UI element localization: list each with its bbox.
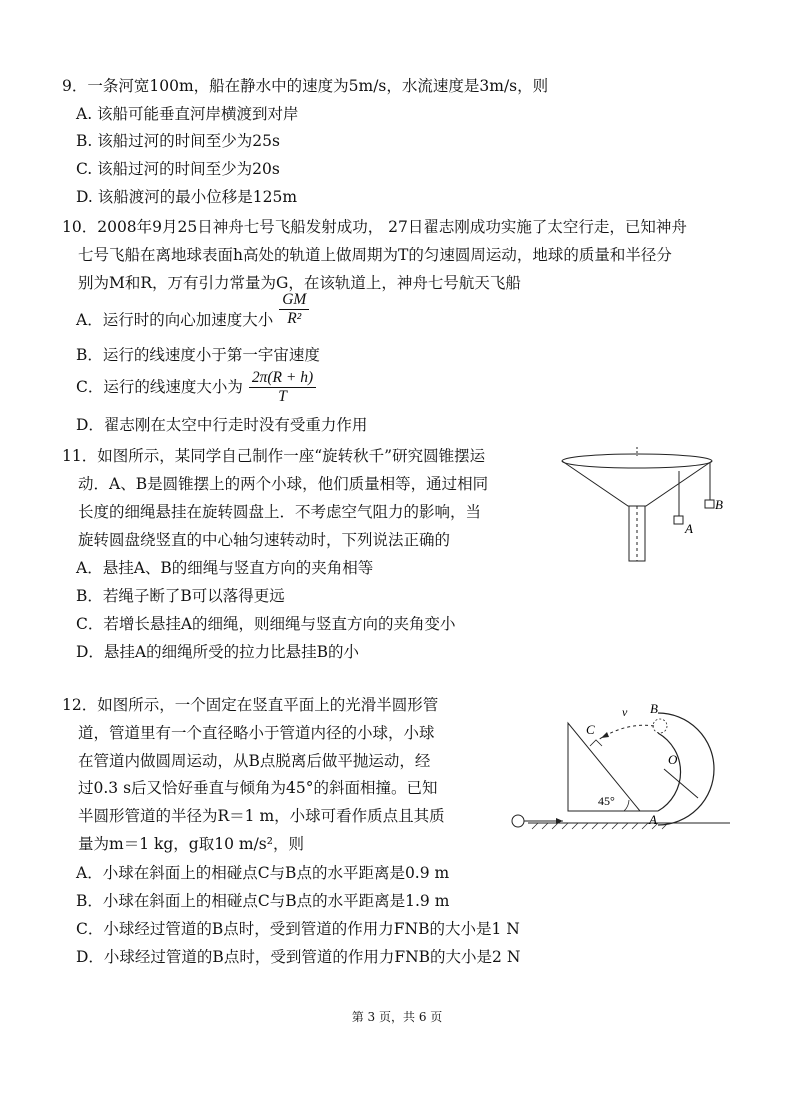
q12-label-v: v: [622, 705, 628, 719]
q12-stem-line-5: 半圆形管道的半径为R＝1 m，小球可看作质点且其质: [78, 807, 445, 825]
q12-stem-line-6: 量为m＝1 kg，g取10 m/s²，则: [78, 835, 304, 853]
q10-option-c-text: C．运行的线速度大小为: [76, 378, 243, 396]
q9-option-d: D. 该船渡河的最小位移是125m: [76, 188, 298, 206]
q12-label-o: O: [668, 752, 678, 767]
q12-stem-line-2: 道，管道里有一个直径略小于管道内径的小球，小球: [78, 724, 435, 742]
q11-figure: [555, 444, 740, 569]
q12-stem-line-4: 过0.3 s后又恰好垂直与倾角为45°的斜面相撞。已知: [78, 779, 438, 797]
q11-option-a: A．悬挂A、B的细绳与竖直方向的夹角相等: [76, 559, 374, 577]
q10-option-c-numerator: 2π(R + h): [249, 369, 316, 388]
q12-ground-hatch: [532, 823, 668, 829]
q12-pipe-outer: [658, 713, 714, 825]
q9-option-c: C. 该船过河的时间至少为20s: [76, 160, 280, 178]
q12-ball-start: [512, 815, 524, 827]
q12-stem-line-1: 12．如图所示，一个固定在竖直平面上的光滑半圆形管: [62, 696, 439, 714]
q10-option-c-denominator: T: [278, 387, 287, 405]
q11-stem-line-1: 11．如图所示，某同学自己制作一座“旋转秋千”研究圆锥摆运: [62, 447, 486, 465]
q12-option-d: D．小球经过管道的B点时，受到管道的作用力FNB的大小是2 N: [76, 948, 521, 966]
q12-pipe-inner: [658, 733, 681, 811]
q12-option-c: C．小球经过管道的B点时，受到管道的作用力FNB的大小是1 N: [76, 920, 520, 938]
q11-ball-a: [674, 516, 683, 524]
q10-stem-line-1: 10．2008年9月25日神舟七号飞船发射成功， 27日翟志刚成功实施了太空行走，已知神舟: [62, 218, 687, 236]
q10-stem-line-2: 七号飞船在离地球表面h高处的轨道上做周期为T的匀速圆周运动，地球的质量和半径分: [78, 246, 672, 264]
q12-label-b: B: [650, 701, 658, 716]
q12-angle-label: 45°: [598, 794, 615, 808]
q11-stem-line-3: 长度的细绳悬挂在旋转圆盘上．不考虑空气阻力的影响，当: [78, 503, 482, 521]
q12-trajectory-arrowhead: [601, 732, 609, 738]
q12-angle-arc: [624, 800, 629, 811]
q11-label-a: A: [685, 521, 693, 536]
q12-option-a: A．小球在斜面上的相碰点C与B点的水平距离是0.9 m: [76, 864, 450, 882]
q11-stem-line-2: 动．A、B是圆锥摆上的两个小球，他们质量相等，通过相同: [78, 475, 489, 493]
q10-option-a-fraction: [279, 291, 309, 328]
q11-disc: [562, 454, 712, 468]
q12-option-b: B．小球在斜面上的相碰点C与B点的水平距离是1.9 m: [76, 892, 450, 910]
q10-option-c: [76, 366, 316, 408]
q10-option-a: [76, 290, 309, 340]
q10-stem-line-3: 别为M和R，万有引力常量为G，在该轨道上，神舟七号航天飞船: [78, 274, 521, 292]
q12-label-a: A: [649, 812, 657, 827]
q9-stem: 9．一条河宽100m，船在静水中的速度为5m/s，水流速度是3m/s，则: [62, 77, 549, 95]
q11-option-c: C．若增长悬挂A的细绳，则细绳与竖直方向的夹角变小: [76, 615, 456, 633]
q10-option-c-fraction: [249, 369, 316, 406]
q12-right-angle-c: [590, 740, 602, 746]
q12-ball-b: [653, 719, 667, 733]
q10-option-d: D．翟志刚在太空中行走时没有受重力作用: [76, 416, 368, 434]
q9-option-a: A. 该船可能垂直河岸横渡到对岸: [76, 105, 299, 123]
q10-option-b: B．运行的线速度小于第一宇宙速度: [76, 346, 320, 364]
q10-option-a-denominator: R²: [287, 309, 302, 327]
q11-option-b: B．若绳子断了B可以落得更远: [76, 587, 285, 605]
q10-option-a-text: A．运行时的向心加速度大小: [76, 311, 274, 329]
q11-ball-b: [705, 500, 714, 508]
q12-stem-line-3: 在管道内做圆周运动，从B点脱离后做平抛运动，经: [78, 752, 431, 770]
page-footer: 第 3 页，共 6 页: [351, 1010, 443, 1024]
q11-option-d: D．悬挂A的细绳所受的拉力比悬挂B的小: [76, 643, 360, 661]
q11-label-b: B: [715, 497, 723, 512]
q10-option-a-numerator: GM: [279, 291, 309, 310]
q12-label-c: C: [586, 722, 595, 737]
q12-figure: [498, 700, 738, 835]
q9-option-b: B. 该船过河的时间至少为25s: [76, 132, 280, 150]
q11-stem-line-4: 旋转圆盘绕竖直的中心轴匀速转动时，下列说法正确的: [78, 531, 451, 549]
